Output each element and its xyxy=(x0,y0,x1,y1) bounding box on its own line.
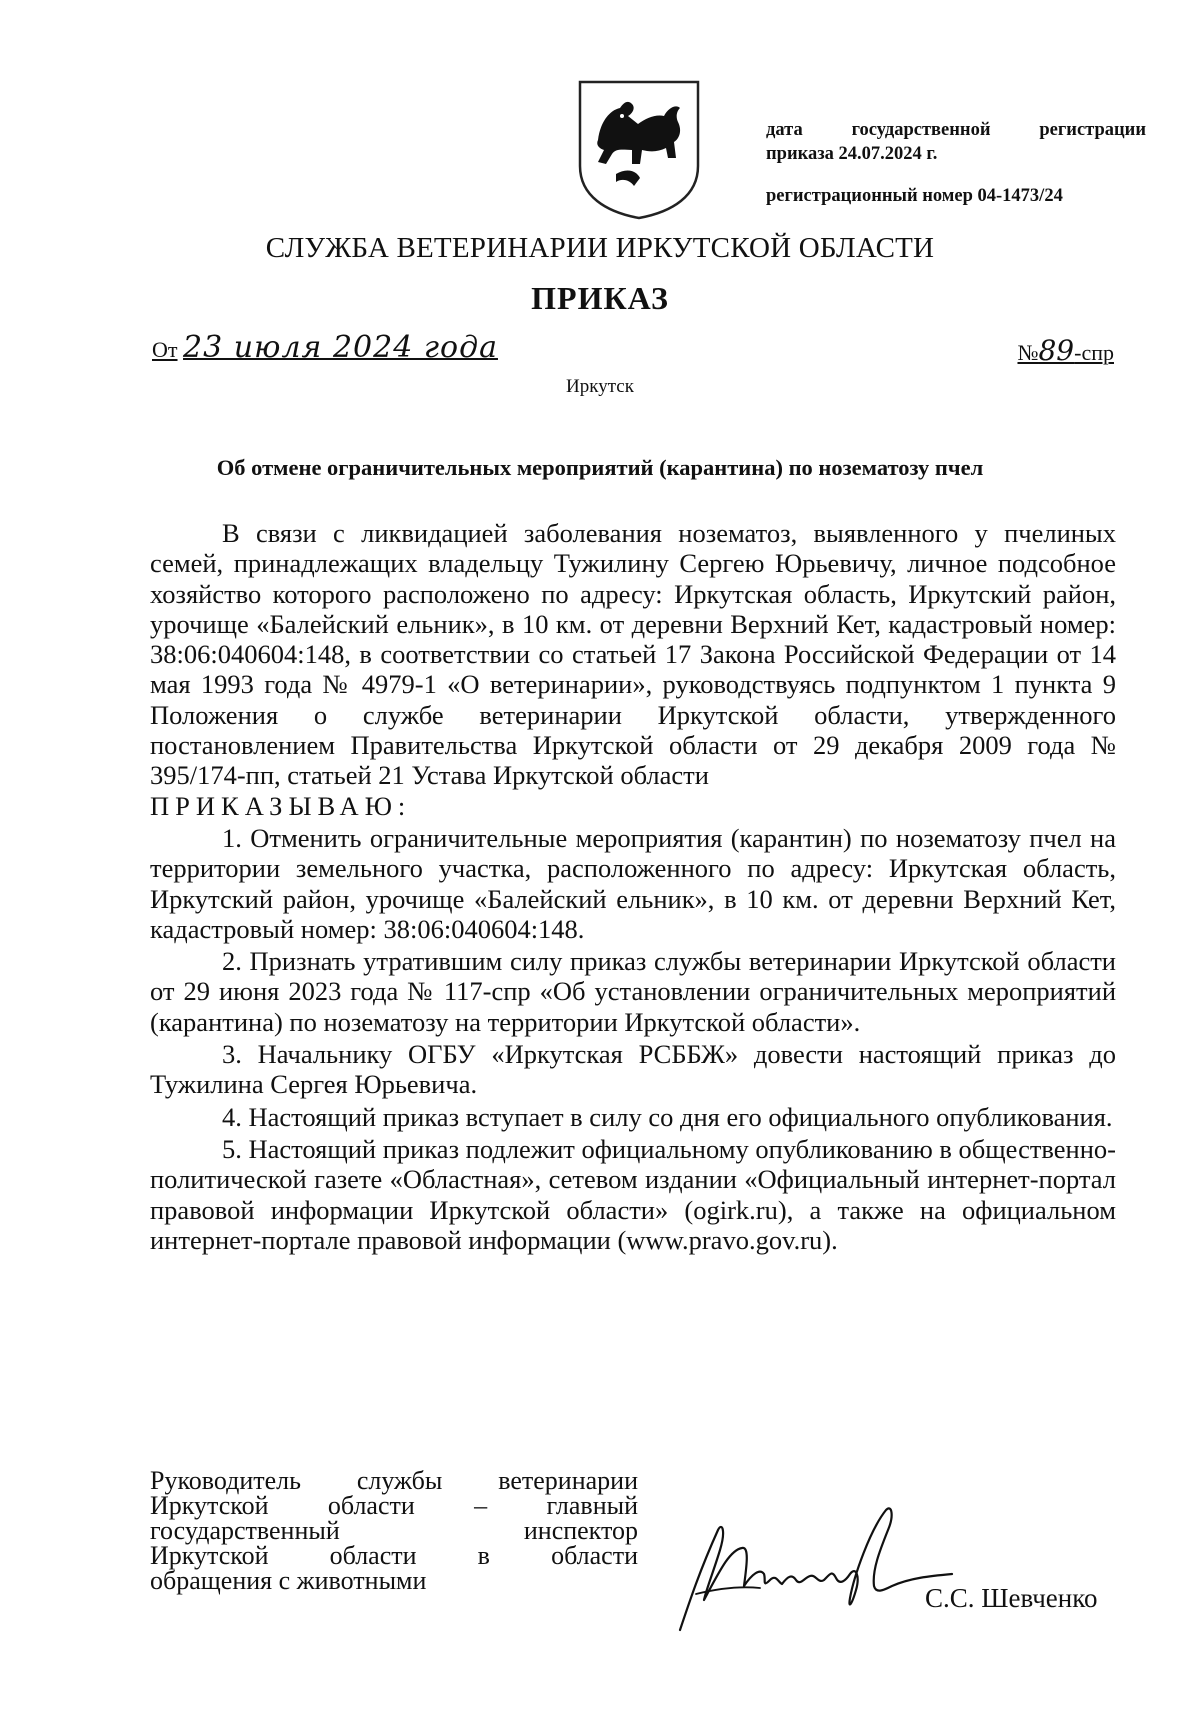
handwritten-signature xyxy=(660,1490,960,1640)
number-suffix: -спр xyxy=(1074,340,1114,365)
signer-title-line: Иркутской области в области xyxy=(150,1541,638,1570)
order-subject: Об отмене ограничительных мероприятий (карантина) по нозематозу пчел xyxy=(216,455,984,480)
agency-name: СЛУЖБА ВЕТЕРИНАРИИ ИРКУТСКОЙ ОБЛАСТИ xyxy=(265,232,935,264)
city: Иркутск xyxy=(566,376,634,397)
order-date xyxy=(152,330,498,365)
order-item-3: 3. Начальнику ОГБУ «Иркутская РСББЖ» довести настоящий приказ до Тужилина Сергея Юрьевича. xyxy=(150,1039,1116,1100)
registration-number: регистрационный номер 04-1473/24 xyxy=(766,186,1063,206)
signer-title xyxy=(150,1468,638,1593)
registration-date-line2: приказа 24.07.2024 г. xyxy=(766,144,938,164)
order-item-2: 2. Признать утратившим силу приказ службы ветеринарии Иркутской области от 29 июня 2023 года № 117-спр «Об установлении ограничительных мероприятий (карантина) по нозематозу на территории Иркутской области». xyxy=(150,946,1116,1037)
date-handwritten: 23 июля 2024 года xyxy=(183,330,498,365)
order-item-4: 4. Настоящий приказ вступает в силу со дня его официального опубликования. xyxy=(222,1101,1113,1132)
signer-title-line: государственный инспектор xyxy=(150,1516,638,1545)
order-word: ПРИКАЗЫВАЮ: xyxy=(150,790,412,821)
number-prefix: № xyxy=(1017,340,1039,365)
preamble-paragraph: В связи с ликвидацией заболевания нозематоз, выявленного у пчелиных семей, принадлежащих владельцу Тужилину Сергею Юрьевичу, личное подсобное хозяйство которого расположено по адресу: Иркутская область, Иркутский район, урочище «Балейский ельник», в 10 км. от деревни Верхний Кет, кадастровый номер: 38:06:040604:148, в соответствии со статьей 17 Закона Российской Федерации от 14 мая 1993 года № 4979-1 «О ветеринарии», руководствуясь подпунктом 1 пункта 9 Положения о службе ветеринарии Иркутской области, утвержденного постановлением Правительства Иркутской области от 29 декабря 2009 года № 395/174-пп, статьей 21 Устава Иркутской области xyxy=(150,518,1116,791)
document-type-title: ПРИКАЗ xyxy=(531,280,669,316)
order-item-1: 1. Отменить ограничительные мероприятия (карантин) по нозематозу пчел на территории земельного участка, расположенного по адресу: Иркутская область, Иркутский район, урочище «Балейский ельник», в 10 км. от деревни Верхний Кет, кадастровый номер: 38:06:040604:148. xyxy=(150,822,1116,944)
signer-name: С.С. Шевченко xyxy=(925,1583,1098,1613)
signer-title-line: Руководитель службы ветеринарии xyxy=(150,1466,638,1495)
date-prefix: От xyxy=(152,337,178,362)
signer-title-line: Иркутской области – главный xyxy=(150,1491,638,1520)
number-handwritten: 89 xyxy=(1038,334,1075,367)
coat-of-arms-emblem xyxy=(576,78,702,220)
registration-info xyxy=(766,118,1146,208)
order-item-5: 5. Настоящий приказ подлежит официальному опубликованию в общественно-политической газете «Областная», сетевом издании «Официальный интернет-портал правовой информации Иркутской области» (ogirk.ru), а также на официальном интернет-портале правовой информации (www.pravo.gov.ru). xyxy=(150,1133,1116,1255)
registration-date-line1: дата государственной регистрации xyxy=(766,120,1146,140)
order-body xyxy=(150,518,1116,1255)
order-number xyxy=(1017,334,1114,367)
signer-title-line: обращения с животными xyxy=(150,1566,427,1595)
